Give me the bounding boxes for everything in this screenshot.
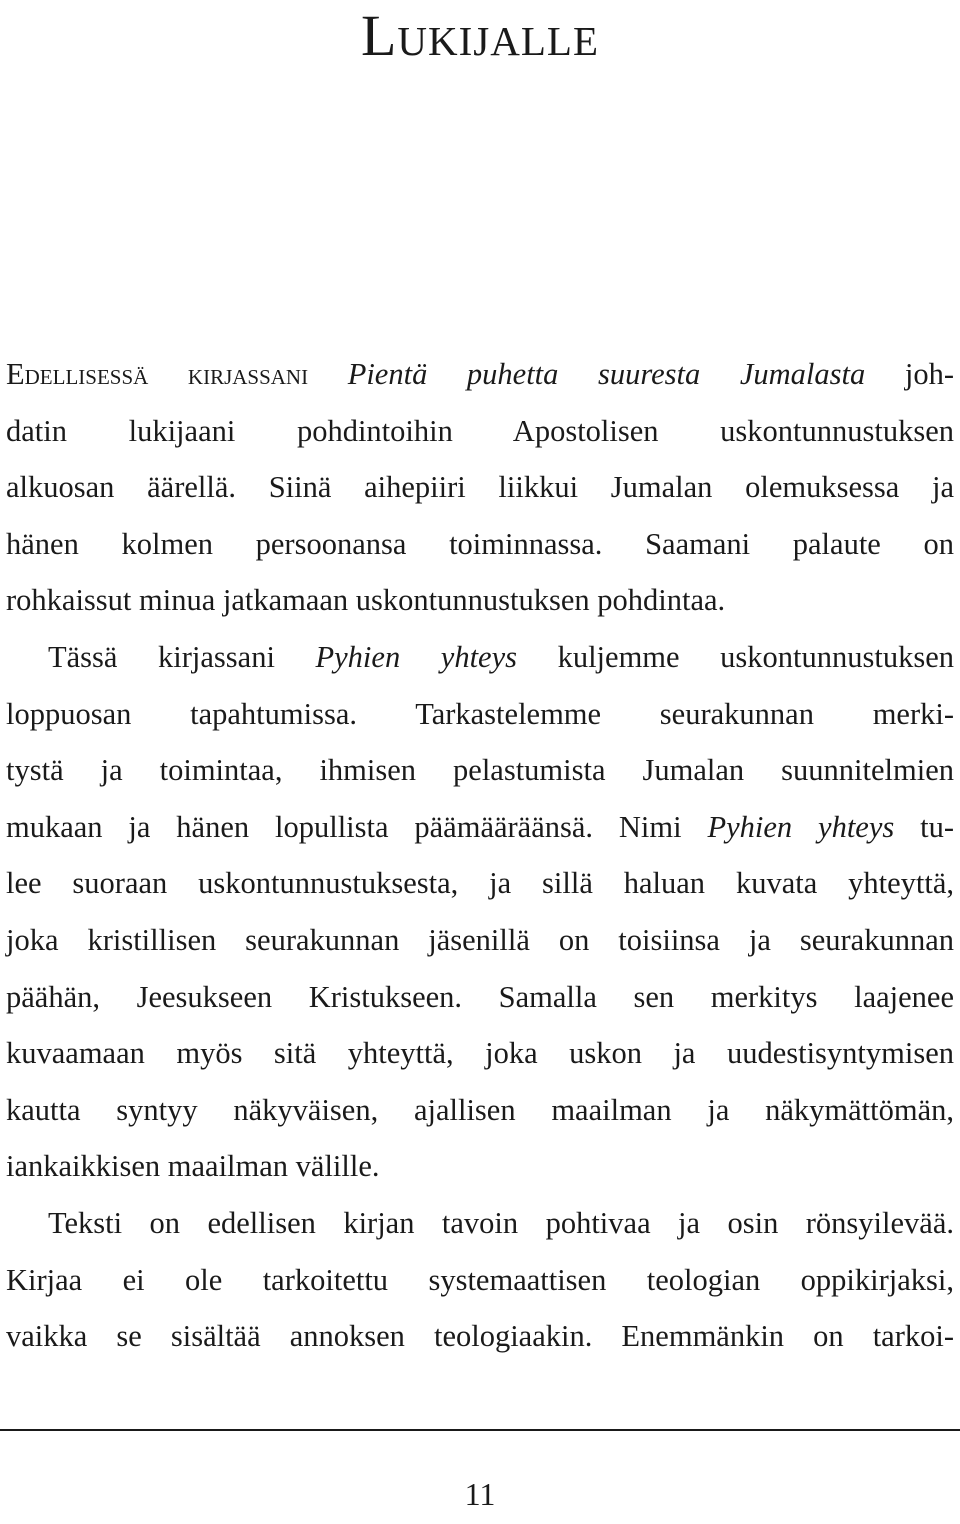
text-line	[6, 1082, 954, 1139]
text-line	[6, 686, 954, 743]
italic-title: Pientä puhetta suuresta Jumalasta	[347, 357, 866, 391]
text-line	[6, 403, 954, 460]
page-number: 11	[464, 1476, 496, 1512]
text-line	[6, 459, 954, 516]
body-text	[6, 346, 954, 1365]
text-line	[6, 799, 954, 856]
text-line	[6, 855, 954, 912]
page-title: Lukijalle	[361, 3, 599, 68]
text-run: päähän, Jeesukseen Kristukseen. Samalla sen merkitys laajenee	[6, 979, 954, 1014]
text-line	[6, 572, 954, 629]
text-line	[6, 742, 954, 799]
opening-smallcaps: Edellisessä kirjassani	[6, 357, 309, 391]
text-run: Kirjaa ei ole tarkoitettu systemaattisen teologian oppikirjaksi,	[6, 1262, 954, 1297]
footer-rule	[0, 1429, 960, 1431]
text-run: kuvaamaan myös sitä yhteyttä, joka uskon ja uudestisyntymisen	[6, 1036, 954, 1071]
text-run: tu-	[894, 809, 955, 844]
text-run: vaikka se sisältää annoksen teologiaakin. Enemmänkin on tarkoi-	[6, 1319, 954, 1354]
text-run: hänen kolmen persoonansa toiminnassa. Saamani palaute on	[6, 526, 954, 561]
text-run: Tässä kirjassani	[48, 639, 316, 674]
text-run: kuljemme uskontunnustuksen	[517, 639, 954, 674]
text-line	[6, 629, 954, 686]
text-run	[308, 357, 348, 391]
text-run: tystä ja toimintaa, ihmisen pelastumista Jumalan suunnitelmien	[6, 753, 954, 788]
text-run: datin lukijaani pohdintoihin Apostolisen uskontunnustuksen	[6, 413, 954, 448]
text-line	[6, 1138, 954, 1195]
text-line	[6, 346, 954, 403]
text-run: lee suoraan uskontunnustuksesta, ja sillä haluan kuvata yhteyttä,	[6, 866, 954, 901]
italic-title: Pyhien yhteys	[707, 809, 895, 844]
text-line	[6, 1252, 954, 1309]
text-run: loppuosan tapahtumissa. Tarkastelemme seurakunnan merki-	[6, 696, 954, 731]
italic-title: Pyhien yhteys	[315, 639, 517, 674]
text-run: mukaan ja hänen lopullista päämääräänsä. Nimi	[6, 809, 708, 844]
text-run: joka kristillisen seurakunnan jäsenillä on toisiinsa ja seurakunnan	[6, 922, 954, 957]
text-run: rohkaissut minua jatkamaan uskontunnustuksen pohdintaa.	[6, 583, 726, 618]
text-line	[6, 1025, 954, 1082]
text-line	[6, 1195, 954, 1252]
text-run: joh-	[865, 357, 954, 391]
text-run: iankaikkisen maailman välille.	[6, 1149, 380, 1184]
text-run: alkuosan äärellä. Siinä aihepiiri liikkui Jumalan olemuksessa ja	[6, 470, 954, 505]
text-run: kautta syntyy näkyväisen, ajallisen maailman ja näkymättömän,	[6, 1092, 954, 1127]
text-line	[6, 516, 954, 573]
text-line	[6, 969, 954, 1026]
text-line	[6, 912, 954, 969]
text-line	[6, 1308, 954, 1365]
text-run: Teksti on edellisen kirjan tavoin pohtivaa ja osin rönsyilevää.	[48, 1205, 954, 1240]
